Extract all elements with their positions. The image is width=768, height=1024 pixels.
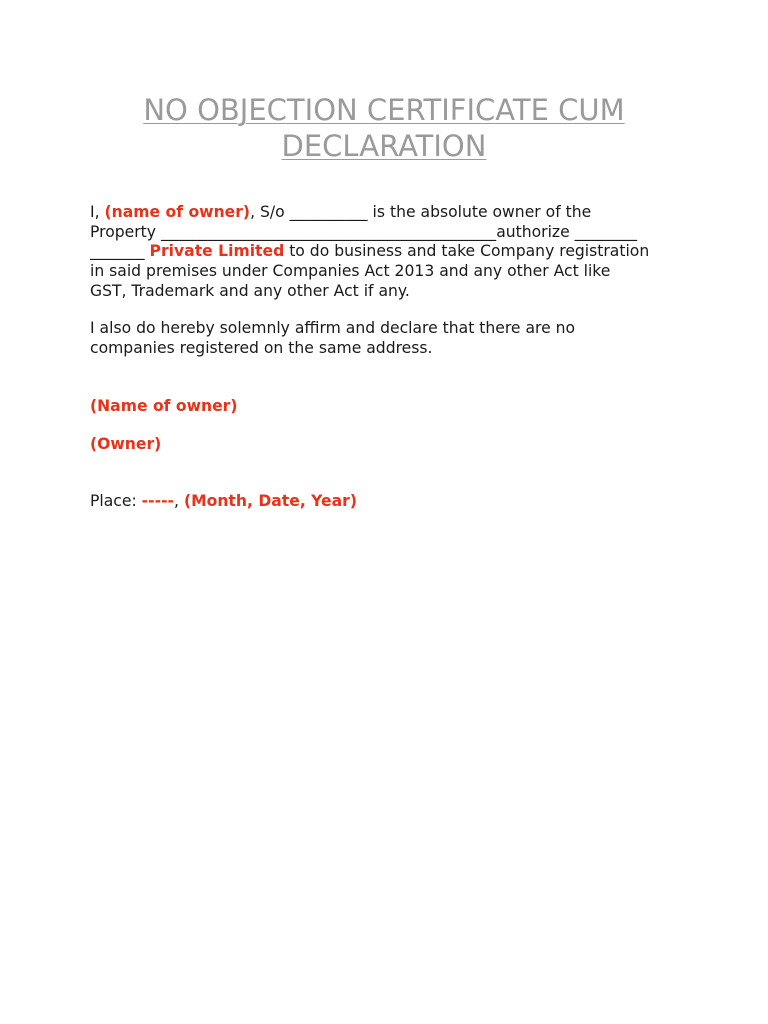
document-title [90,92,678,164]
company-name-placeholder: Private Limited [149,242,285,261]
para1-line1-rest: , S/o __________ is the absolute owner of the [250,203,592,221]
para1-line4: in said premises under Companies Act 2013 and any other Act like [90,262,611,281]
para1-line5: GST, Trademark and any other Act if any. [90,281,410,300]
place-date-line [90,491,357,511]
signature-owner-role: (Owner) [90,435,162,453]
date-placeholder: (Month, Date, Year) [183,492,357,510]
title-line-1: NO OBJECTION CERTIFICATE CUM [143,93,625,127]
para1-line3-rest: to do business and take Company registration [284,242,650,261]
title-line-2: DECLARATION [281,129,487,163]
place-value-placeholder: ----- [141,492,175,510]
para1-line3-blank: _______ [90,242,150,261]
signature-owner-name: (Name of owner) [90,397,238,415]
para2-line2: companies registered on the same address. [90,338,433,357]
declaration-paragraph [90,319,690,358]
place-label: Place: [90,492,142,510]
para1-line2: Property ___________________________________________authorize ________ [90,222,638,241]
para2-line1: I also do hereby solemnly affirm and declare that there are no [90,319,576,337]
place-separator: , [174,492,184,510]
ownership-paragraph [90,203,690,302]
para1-prefix: I, [90,203,105,221]
owner-name-placeholder: (name of owner) [104,203,251,221]
